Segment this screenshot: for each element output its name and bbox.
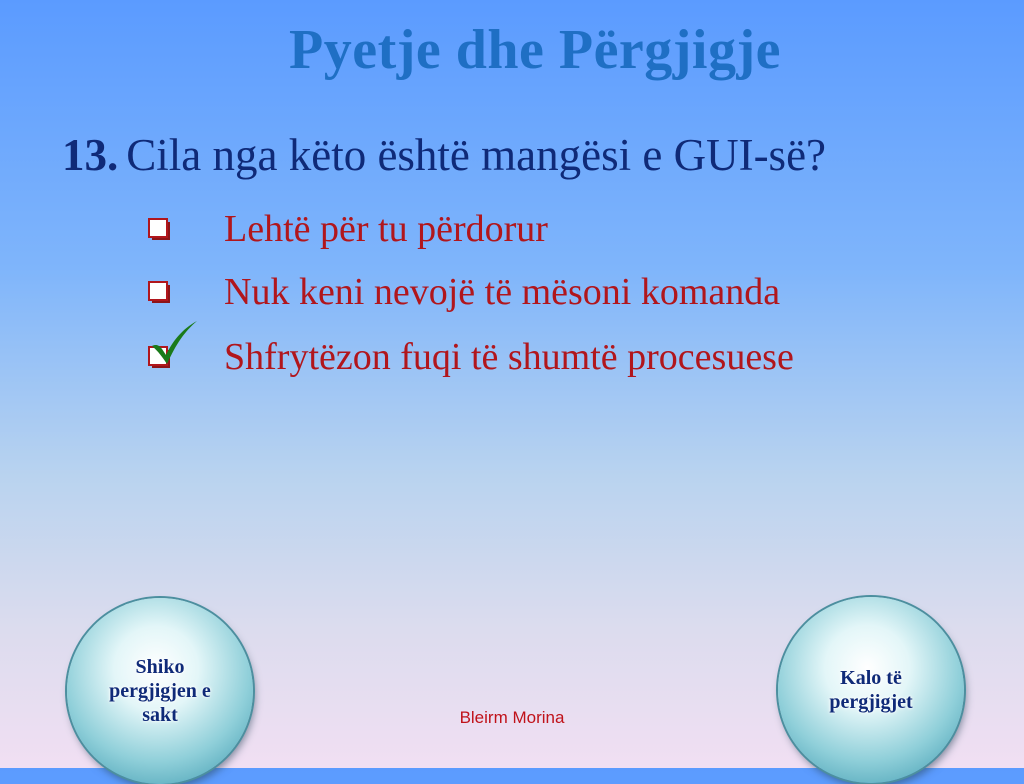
checkbox-icon[interactable] (148, 218, 170, 240)
skip-answers-button[interactable] (778, 597, 964, 783)
skip-answers-label: Kalo të pergjigjet (829, 667, 913, 713)
checkbox-icon[interactable] (148, 281, 170, 303)
answer-option-2[interactable] (148, 267, 780, 317)
show-answer-label: Shiko pergjigjen e sakt (109, 656, 211, 726)
answer-option-label: Lehtë për tu përdorur (224, 208, 548, 250)
answer-option-label: Nuk keni nevojë të mësoni komanda (224, 271, 781, 313)
question-number: 13. (62, 130, 119, 180)
show-answer-button[interactable] (67, 598, 253, 784)
answer-option-3[interactable] (148, 332, 794, 382)
answer-option-1[interactable] (148, 204, 548, 254)
footer-author: Bleirm Morina (459, 708, 565, 727)
checkmark-icon (150, 320, 200, 366)
question (62, 128, 826, 182)
answer-option-label: Shfrytëzon fuqi të shumtë procesuese (224, 336, 794, 378)
slide-title: Pyetje dhe Përgjigje (289, 19, 781, 81)
question-text: Cila nga këto është mangësi e GUI-së? (126, 130, 827, 180)
